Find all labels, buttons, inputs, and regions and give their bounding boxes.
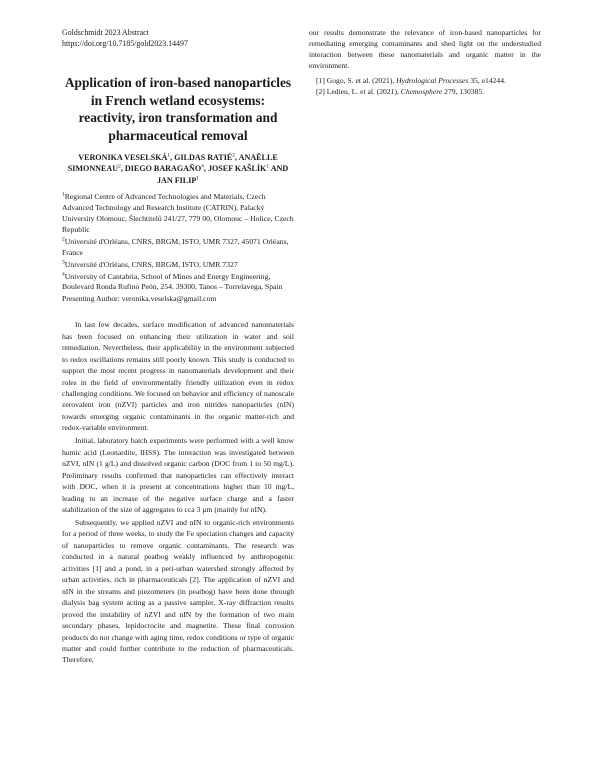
affiliation-item <box>62 260 294 271</box>
author-list <box>62 152 294 186</box>
author-affiliation-mark: 1 <box>196 175 200 182</box>
author-name: AND JAN FILIP <box>156 164 289 185</box>
author-affiliation-mark: 1 <box>266 163 270 170</box>
reference-item <box>309 76 541 86</box>
paper-title: Application of iron-based nanoparticles in French wetland ecosystems: reactivity, iron transformation and pharmaceutical removal <box>64 75 292 143</box>
affiliation-mark: 2 <box>62 236 65 243</box>
reference-volume: 279, 130385. <box>442 86 485 96</box>
author-separator: , <box>235 153 239 162</box>
affiliation-mark: 3 <box>62 259 65 266</box>
author-name: GILDAS RATIÉ <box>174 153 233 162</box>
affiliation-list <box>62 192 294 293</box>
affiliation-item <box>62 192 294 236</box>
abstract-paragraph: Initial, laboratory batch experiments were performed with a well know humic acid (Leonardite, IHSS). The interaction was investigated between nZVI, nIN (1 g/L) and dissolved organic carbon (DOC from 1 to 50 mg/L). Preliminary results confirmed that nanoparticles can effectively interact with DOC, when it is present at concentrations higher than 10 mg/L, leading to an increase of the negative surface charge and a faster stabilization of the size of aggregates to cca 3 µm (mainly for nIN). <box>62 436 294 515</box>
author-affiliation-mark: 1 <box>167 152 171 159</box>
author-affiliation-mark: 2 <box>232 152 236 159</box>
author-affiliation-mark: 4 <box>201 163 204 170</box>
author-separator: , <box>203 164 208 174</box>
abstract-continuation: our results demonstrate the relevance of iron-based nanoparticles for remediating emerging contaminants and shed light on the understudied interaction between these nanomaterials and organic matter in the environment. <box>309 28 541 71</box>
affiliation-mark: 1 <box>62 191 65 198</box>
header-journal: Goldschmidt 2023 Abstract <box>62 28 149 37</box>
affiliation-mark: 4 <box>62 271 65 277</box>
abstract-body <box>62 319 294 666</box>
affiliation-text: University of Cantabria, School of Mines and Energy Engineering, Boulevard Ronda Rufino Peón, 254. 39300, Tanos – Torrelavega, Spain <box>62 271 283 292</box>
abstract-paragraph: In last few decades, surface modification of advanced nanomaterials has been focused on enhancing their utilization in water and soil remediation. Nevertheless, their applicability in the environment subjected to redox oscillations remains still poorly known. This study is conducted to support the most recent progress in nanomaterials development and their roles in the field of environmentally friendly utilization even in redox challenging conditions. We focused on behavior and efficiency of nanoscale zerovalent iron (nZVI) particles and iron nitrides nanoparticles (nIN) towards emerging organic contaminants in the organic matter-rich and redox-variable environment. <box>62 320 294 433</box>
author-name: JOSEF KAŠLÍK <box>207 164 267 174</box>
affiliation-text: Université d'Orléans, CNRS, BRGM, ISTO, UMR 7327 <box>64 259 238 269</box>
reference-list <box>309 76 541 97</box>
abstract-paragraph: Subsequently, we applied nZVI and nIN to organic-rich environments for a period of three weeks, to study the Fe speciation changes and capacity of nanoparticles to remove organic contaminants. The research was conducted in a natural peatbog weakly influenced by anthropogenic activities [1] and a pond, in a peri-urban watershed strongly affected by urban activities, rich in pharmaceuticals [2]. The application of nZVI and nIN in the streams and piezometers (in peatbog) have been done through dialysis bag system acting as a passive sampler. X-ray diffraction results proved the instability of nZVI and nIN by the formation of two main secondary phases, lepidocrocite and magnetite. These final corrosion products do not change with aging time, redox conditions or type of organic matter and could further contribute to the reduction of pharmaceuticals. Therefore, <box>62 517 294 665</box>
reference-volume: 35, e14244. <box>468 76 506 86</box>
reference-journal: Hydrological Processes <box>396 76 469 86</box>
author-separator: , <box>170 153 175 162</box>
reference-authors: [2] Ledieu, L. et al. (2021), <box>316 86 401 96</box>
presenting-author: Presenting Author: veronika.veselska@gmail.com <box>62 294 217 304</box>
header-doi-link[interactable]: https://doi.org/10.7185/gold2023.14497 <box>62 39 188 48</box>
reference-journal: Chemosphere <box>400 86 443 96</box>
affiliation-text: Regional Centre of Advanced Technologies and Materials, Czech Advanced Technology and Research Institute (CATRIN), Palacký University Olomouc, Šlechtitelů 241/27, 779 00, Olomouc – Holice, Czech Republic <box>62 192 294 234</box>
author-separator: , <box>120 164 125 174</box>
affiliation-item <box>62 237 294 259</box>
affiliation-item <box>62 272 294 294</box>
author-name: ANAËLLE SIMONNEAU <box>67 153 278 174</box>
reference-item <box>309 87 541 97</box>
author-name: DIEGO BARAGAÑO <box>124 164 202 174</box>
right-column <box>309 27 541 97</box>
reference-authors: [1] Gogo, S. et al. (2021), <box>316 76 397 86</box>
author-name: VERONIKA VESELSKÁ <box>78 153 168 162</box>
left-column <box>62 27 294 667</box>
author-affiliation-mark: 2 <box>118 163 121 170</box>
affiliation-text: Université d'Orléans, CNRS, BRGM, ISTO, UMR 7327, 45071 Orléans, France <box>62 236 289 257</box>
